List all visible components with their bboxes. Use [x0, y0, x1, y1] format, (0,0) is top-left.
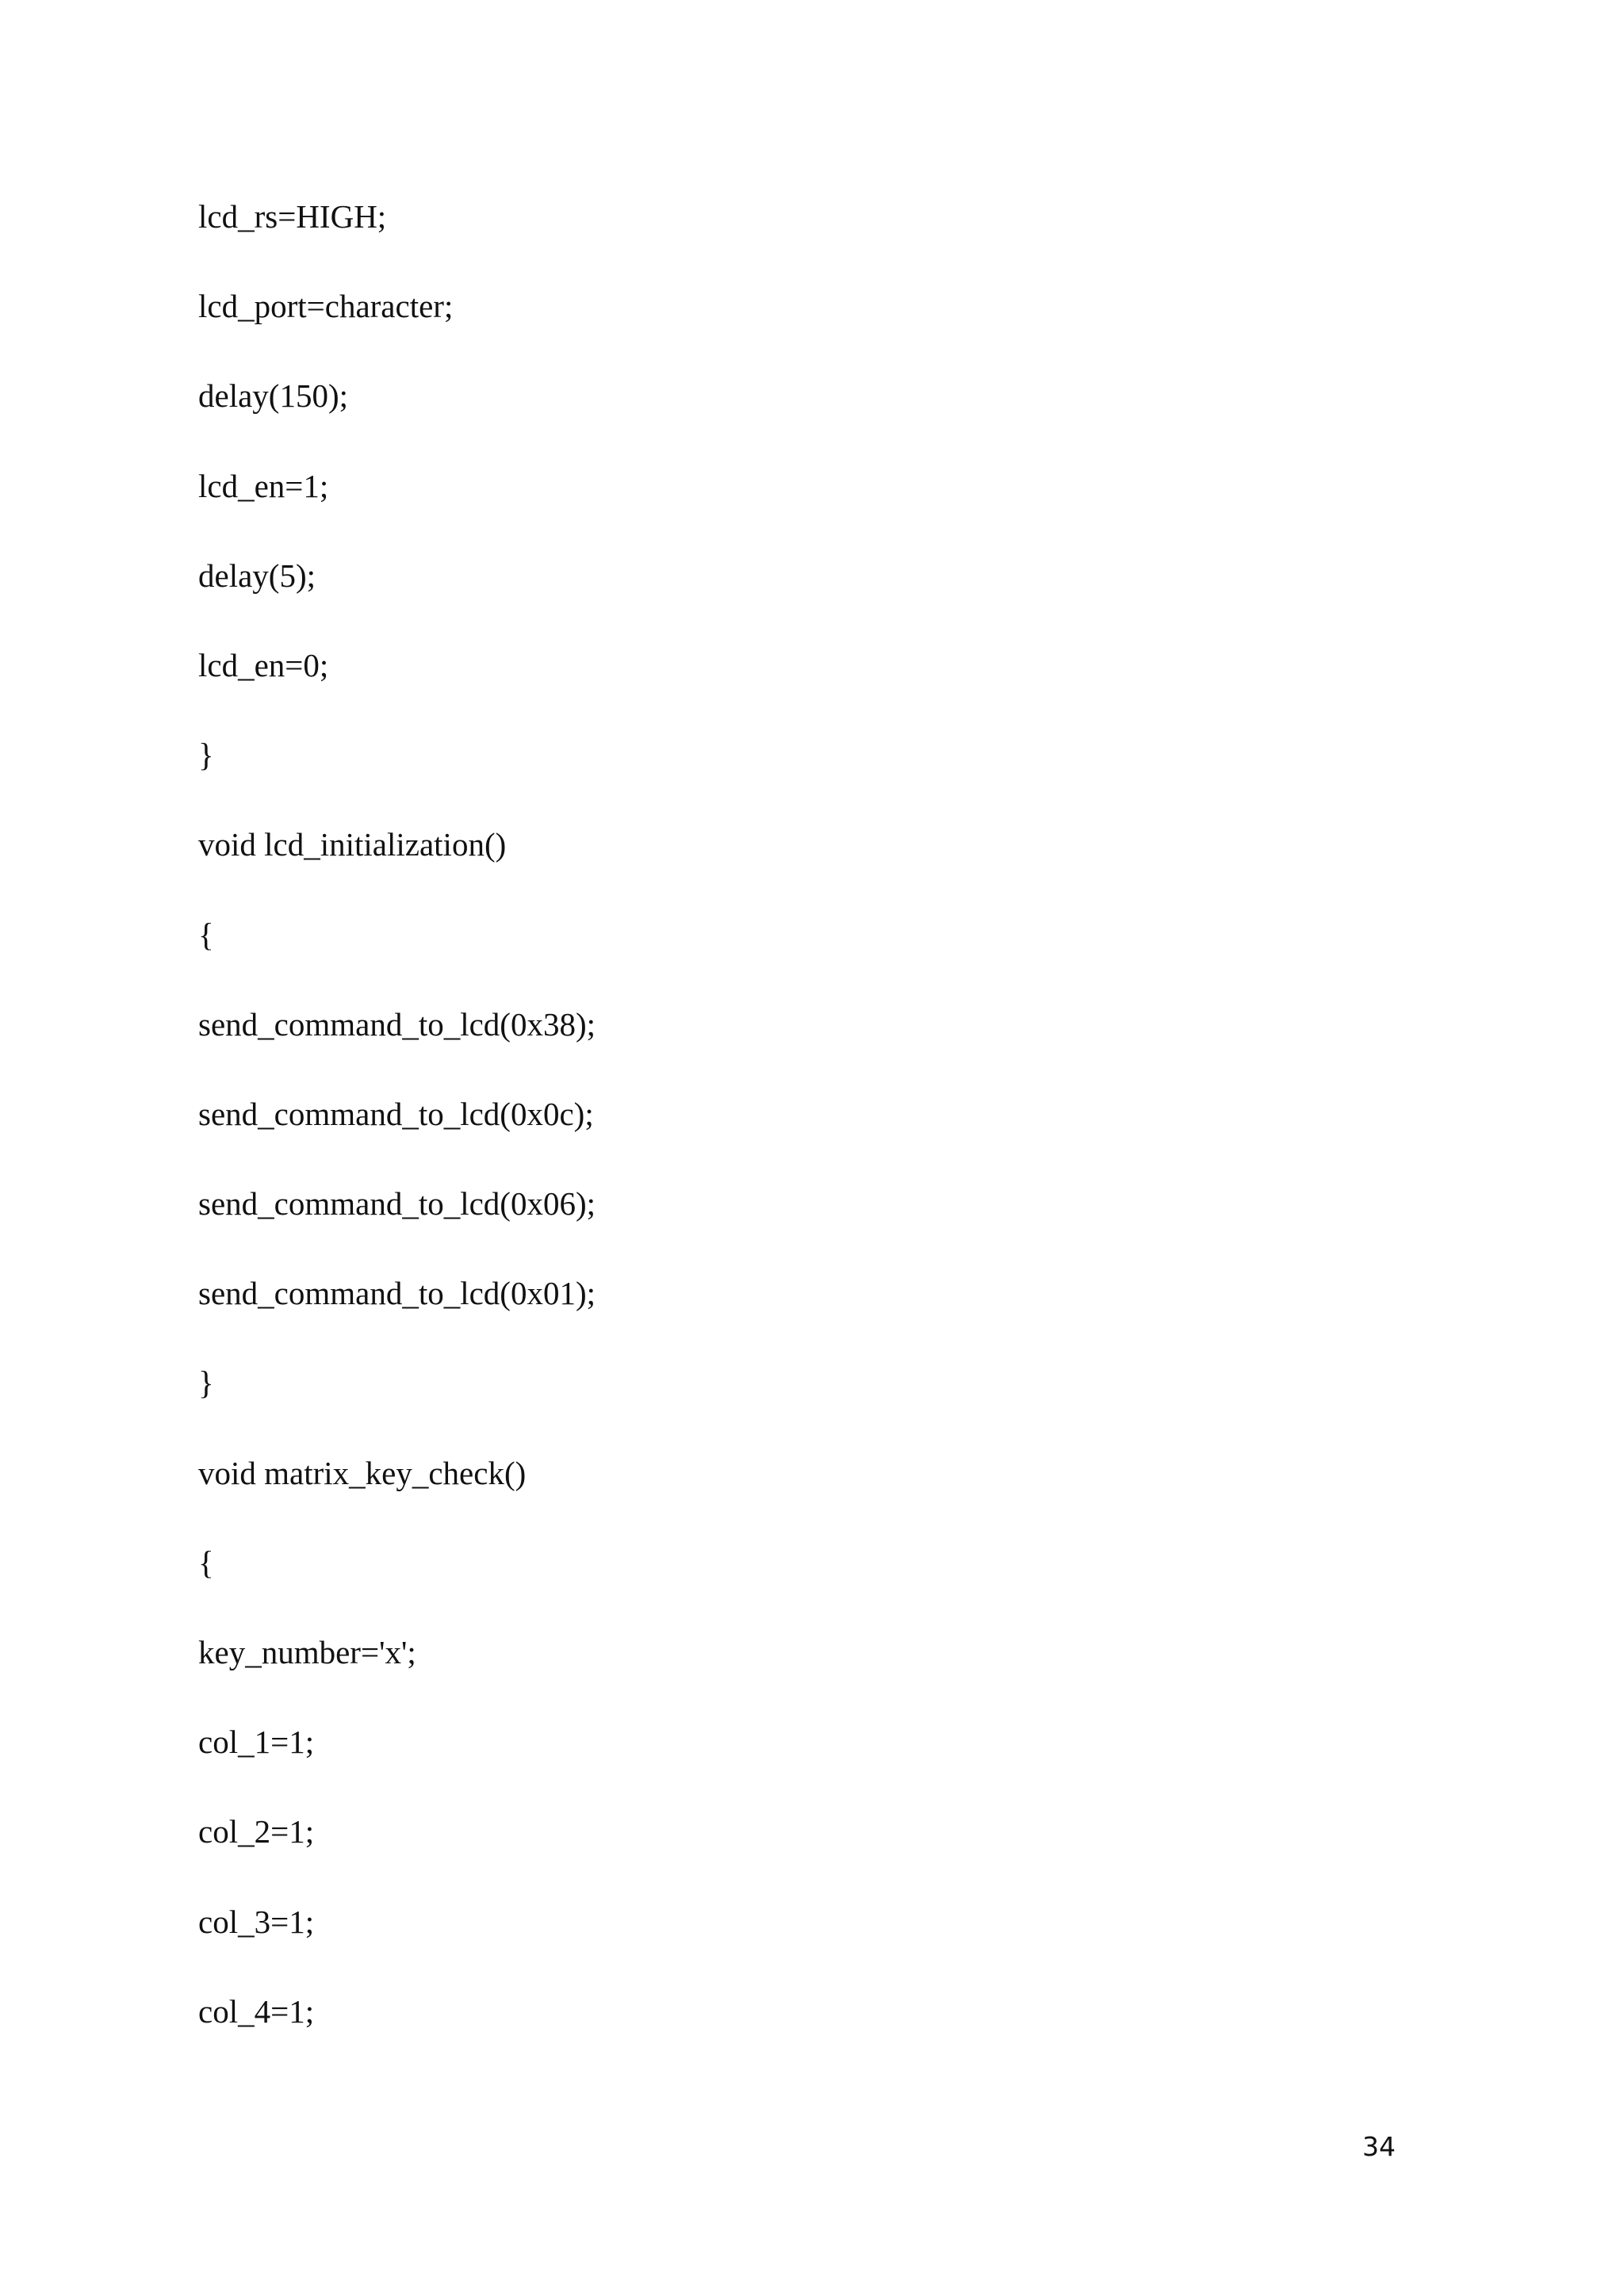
code-line: send_command_to_lcd(0x0c);: [198, 1095, 594, 1132]
code-line: void lcd_initialization(): [198, 826, 507, 863]
code-line: }: [198, 737, 214, 774]
code-line: col_4=1;: [198, 1992, 315, 2030]
code-line: delay(5);: [198, 557, 316, 594]
code-line: col_2=1;: [198, 1813, 315, 1850]
code-line: key_number='x';: [198, 1634, 416, 1670]
code-line: col_1=1;: [198, 1724, 315, 1761]
code-line: void matrix_key_check(): [198, 1454, 527, 1491]
code-line: lcd_rs=HIGH;: [198, 198, 387, 235]
code-line: delay(150);: [198, 377, 348, 415]
page-number: 34: [1362, 2131, 1396, 2162]
code-line: send_command_to_lcd(0x38);: [198, 1005, 596, 1043]
code-line: lcd_en=1;: [198, 467, 329, 504]
code-line: send_command_to_lcd(0x06);: [198, 1185, 596, 1223]
code-line: }: [198, 1364, 214, 1402]
code-line: send_command_to_lcd(0x01);: [198, 1275, 596, 1312]
code-line: {: [198, 1544, 214, 1581]
code-line: lcd_port=character;: [198, 288, 454, 325]
code-line: col_3=1;: [198, 1903, 315, 1940]
code-listing: [198, 190, 596, 2075]
code-line: lcd_en=0;: [198, 646, 329, 683]
code-line: {: [198, 916, 214, 953]
